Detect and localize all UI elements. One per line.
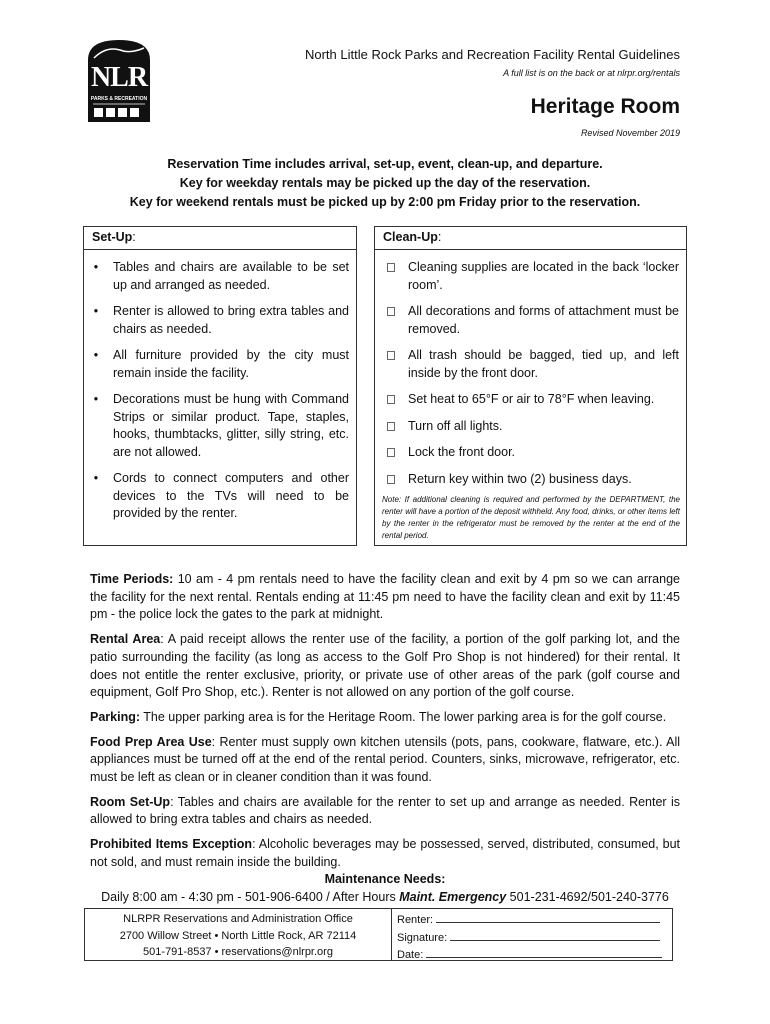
nlr-logo bbox=[86, 38, 152, 124]
bullet-icon: • bbox=[93, 392, 99, 406]
list-item: • All furniture provided by the city must remain inside the facility. bbox=[84, 347, 349, 382]
revision-date: Revised November 2019 bbox=[580, 128, 680, 138]
signature-field[interactable]: Signature: bbox=[397, 929, 662, 947]
setup-box bbox=[83, 226, 357, 546]
list-item: • Cords to connect computers and other devices to the TVs will need to be provided by the renter. bbox=[84, 470, 349, 523]
cleanup-box bbox=[374, 226, 687, 546]
section-room-setup: Room Set-Up: Tables and chairs are available for the renter to set up and arrange as needed. Renter is allowed to bring extra tables and chairs as needed. bbox=[90, 794, 680, 827]
document-subtitle: A full list is on the back or at nlrpr.org/rentals bbox=[503, 68, 680, 78]
list-item: Cleaning supplies are located in the back ‘locker room’. bbox=[379, 259, 679, 294]
office-address: 2700 Willow Street • North Little Rock, AR 72114 bbox=[119, 929, 357, 942]
cleanup-note: Note: If additional cleaning is required and performed by the DEPARTMENT, the renter will have a portion of the deposit withheld. Any food, drinks, or other items left by the renter in the refrigerator must be removed by the renter at the end of the rental period. bbox=[382, 495, 680, 540]
section-time-periods: Time Periods: 10 am - 4 pm rentals need to have the facility clean and exit by 4 pm so we can arrange the facility for the next rental. Rentals ending at 11:45 pm need to have the facility clean and exit by 11:45 pm - the police lock the gates to the park at midnight. bbox=[90, 572, 680, 622]
renter-field[interactable]: Renter: bbox=[397, 911, 662, 929]
setup-list bbox=[84, 250, 356, 523]
bullet-icon: • bbox=[93, 260, 99, 274]
maintenance-needs bbox=[0, 870, 770, 906]
cleanup-heading: Clean-Up: bbox=[375, 227, 686, 250]
list-item: Turn off all lights. bbox=[379, 418, 679, 436]
section-rental-area: Rental Area: A paid receipt allows the renter use of the facility, a portion of the golf parking lot, and the patio surrounding the facility (as long as access to the Golf Pro Shop is not hindered) for their rental. It does not entitle the renter exclusive, priority, or private use of other areas of the park (golf course and equipment, Golf Pro Shop, etc.). Renter is not allowed on any portion of the golf course. bbox=[90, 632, 680, 700]
list-item: • Tables and chairs are available to be set up and arranged as needed. bbox=[84, 259, 349, 294]
checkbox-icon bbox=[385, 303, 397, 322]
list-item: Set heat to 65°F or air to 78°F when leaving. bbox=[379, 391, 679, 409]
office-contact: 501-791-8537 • reservations@nlrpr.org bbox=[143, 946, 333, 958]
setup-heading: Set-Up: bbox=[84, 227, 356, 250]
logo-caption: PARKS & RECREATION bbox=[90, 96, 148, 102]
office-name: NLRPR Reservations and Administration Office bbox=[123, 913, 353, 925]
bullet-icon: • bbox=[93, 471, 99, 485]
footer-box bbox=[84, 908, 673, 961]
checkbox-icon bbox=[385, 259, 397, 278]
checkbox-icon bbox=[385, 347, 397, 366]
section-food-prep: Food Prep Area Use: Renter must supply own kitchen utensils (pots, pans, cookware, flatware, etc.). All appliances must be turned off at the end of the rental period. Counters, sinks, microwave, refrigerator, etc. must be left as clean or in cleaner condition than it was found. bbox=[90, 734, 680, 785]
checkbox-icon bbox=[385, 418, 397, 437]
section-parking: Parking: The upper parking area is for the Heritage Room. The lower parking area is for the golf course. bbox=[90, 709, 667, 724]
bullet-icon: • bbox=[93, 304, 99, 318]
list-item: All trash should be bagged, tied up, and left inside by the front door. bbox=[379, 347, 679, 382]
section-prohibited-items: Prohibited Items Exception: Alcoholic beverages may be possessed, served, distributed, consumed, but not sold, and must remain inside the building. bbox=[90, 837, 680, 869]
bullet-icon: • bbox=[93, 348, 99, 362]
signature-block bbox=[397, 911, 662, 964]
intro-line: Key for weekday rentals may be picked up the day of the reservation. bbox=[179, 176, 591, 190]
logo-letters: NLR bbox=[90, 62, 148, 93]
intro-line: Key for weekend rentals must be picked up by 2:00 pm Friday prior to the reservation. bbox=[129, 195, 641, 209]
intro-line: Reservation Time includes arrival, set-up, event, clean-up, and departure. bbox=[167, 157, 603, 171]
document-title: North Little Rock Parks and Recreation Facility Rental Guidelines bbox=[304, 47, 680, 62]
checkbox-icon bbox=[385, 471, 397, 490]
reservation-intro bbox=[0, 155, 770, 212]
room-name: Heritage Room bbox=[530, 95, 680, 118]
list-item: Lock the front door. bbox=[379, 444, 679, 462]
checkbox-icon bbox=[385, 444, 397, 463]
date-field[interactable]: Date: bbox=[397, 946, 662, 964]
cleanup-list bbox=[375, 250, 686, 488]
list-item: • Renter is allowed to bring extra tables and chairs as needed. bbox=[84, 303, 349, 338]
maintenance-line: Daily 8:00 am - 4:30 pm - 501-906-6400 / After Hours Maint. Emergency 501-231-4692/501-240-3776 bbox=[101, 890, 669, 904]
maintenance-heading: Maintenance Needs: bbox=[324, 872, 446, 886]
list-item: Return key within two (2) business days. bbox=[379, 471, 679, 489]
list-item: • Decorations must be hung with Command Strips or similar product. Tape, staples, hooks, thumbtacks, glitter, silly string, etc. are not allowed. bbox=[84, 391, 349, 461]
office-info bbox=[85, 909, 392, 960]
guidelines-body bbox=[90, 571, 680, 872]
checkbox-icon bbox=[385, 391, 397, 410]
list-item: All decorations and forms of attachment must be removed. bbox=[379, 303, 679, 338]
